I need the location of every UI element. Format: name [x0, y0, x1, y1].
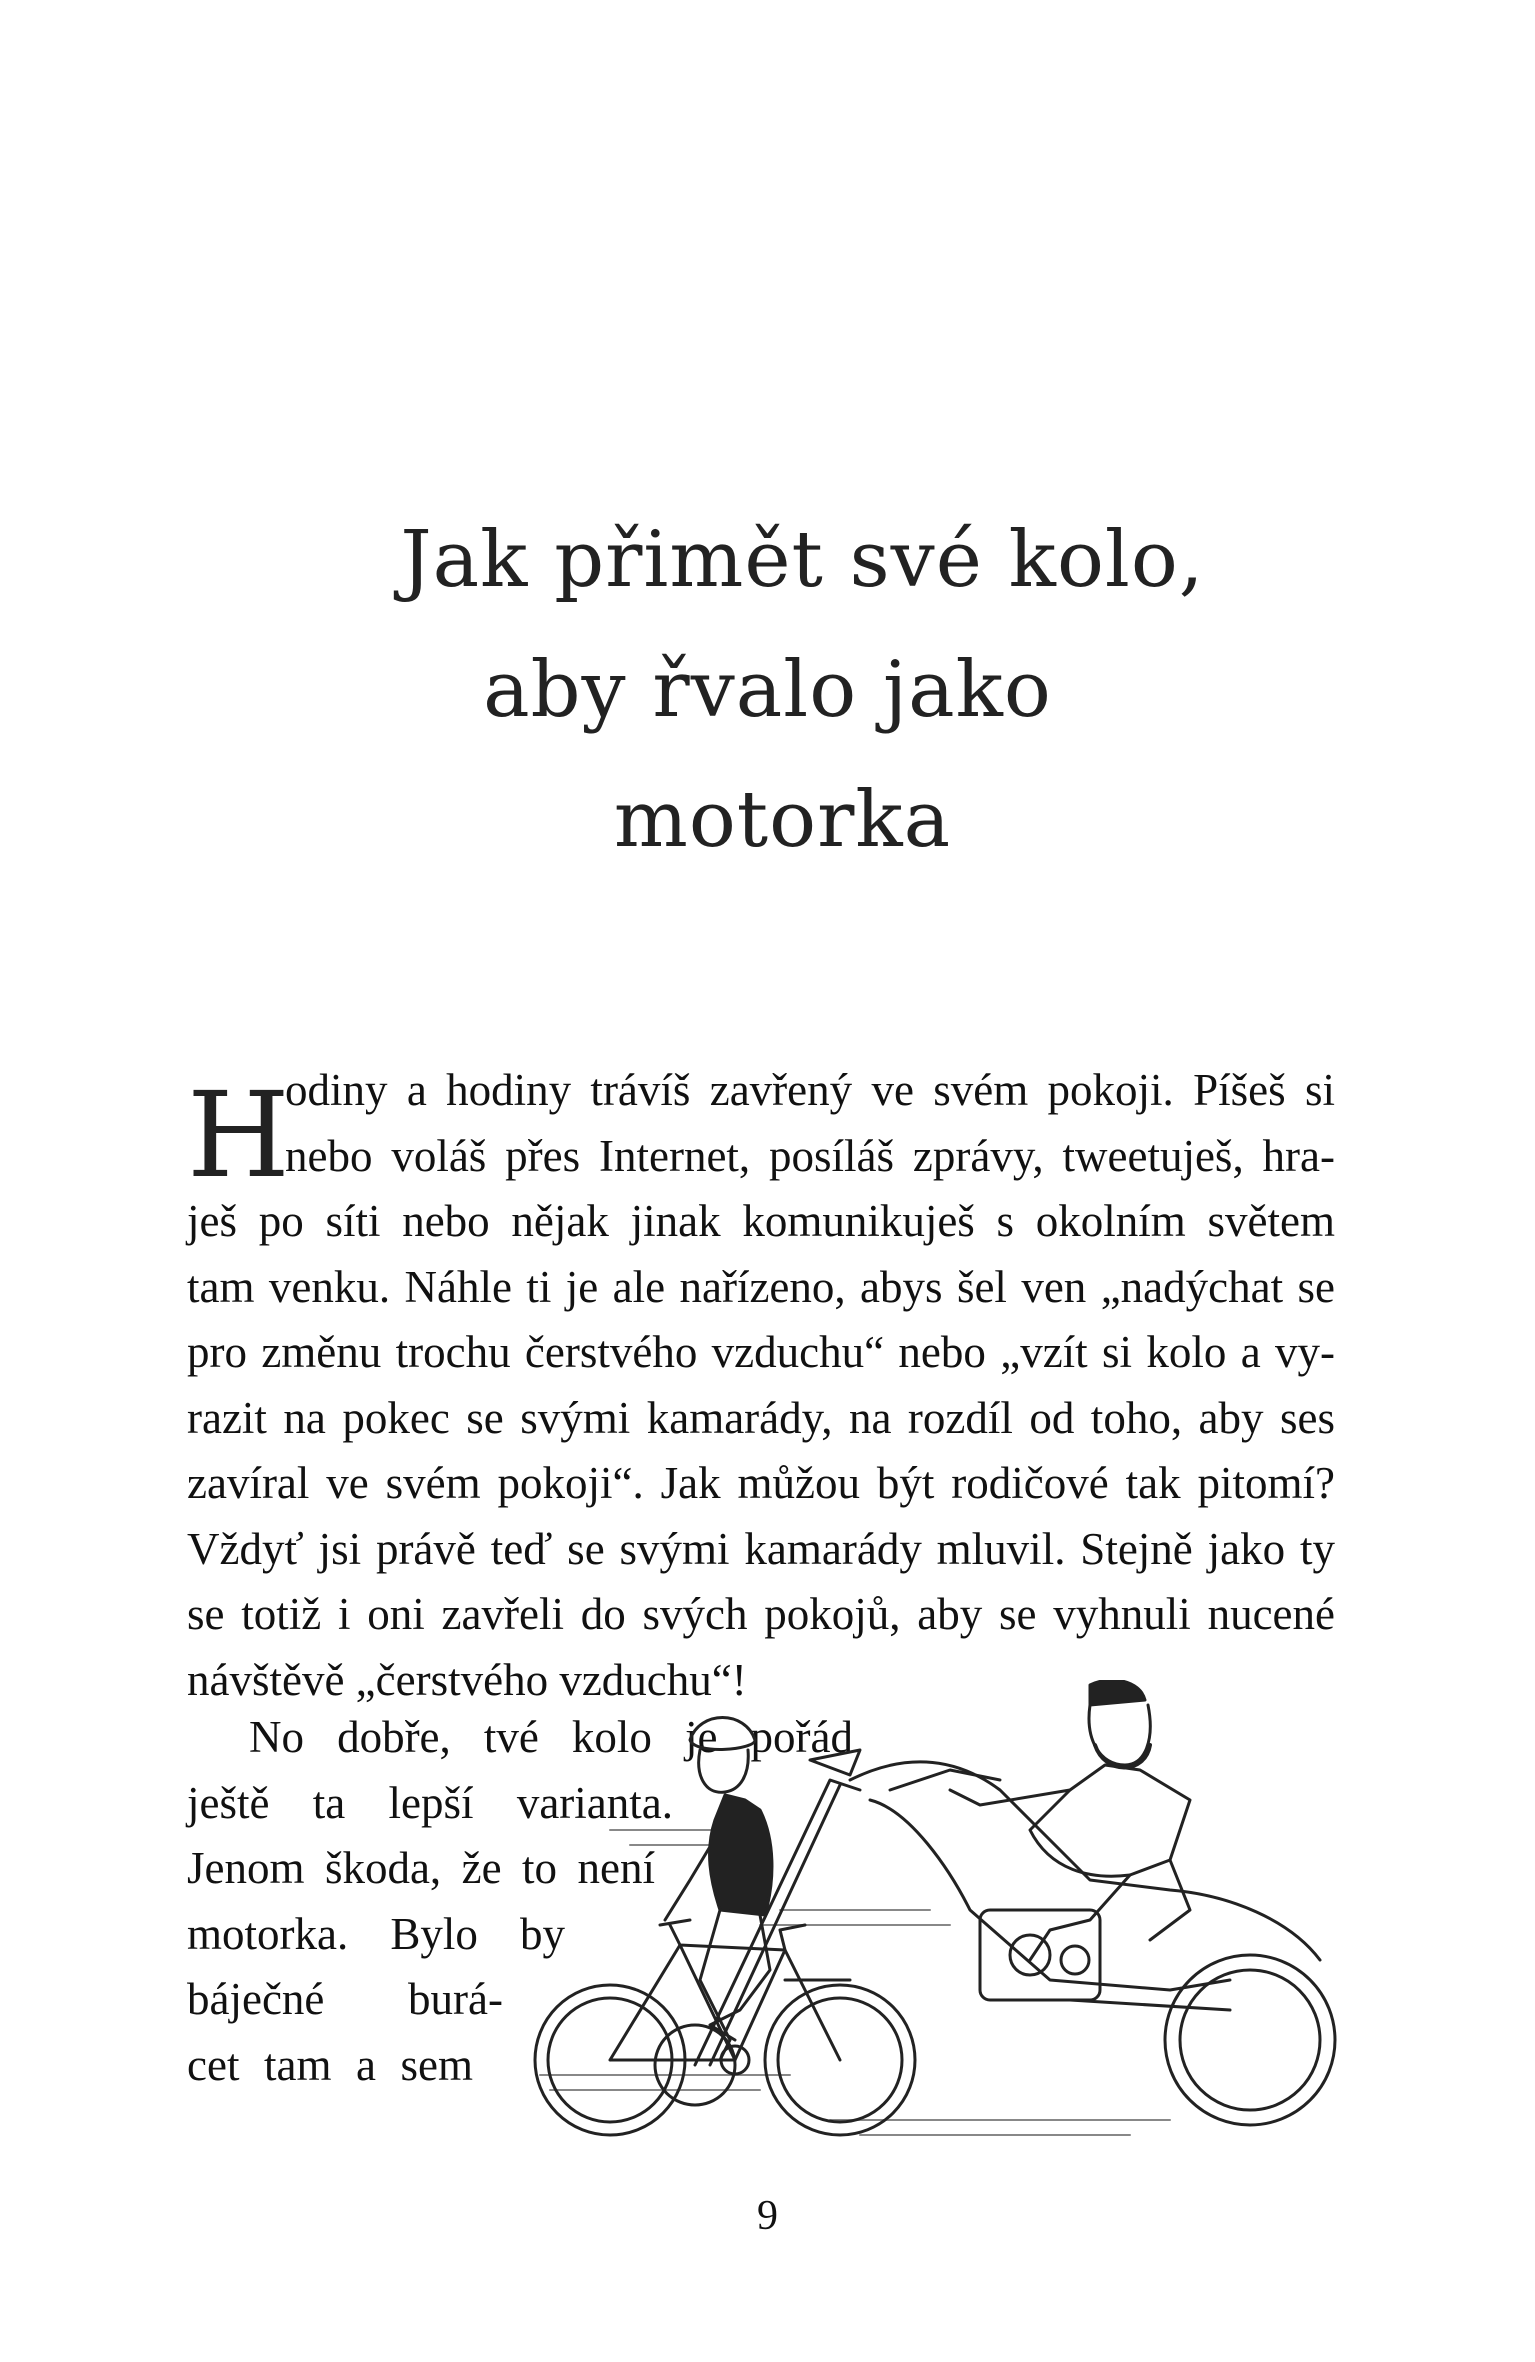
chapter-title: [0, 495, 1535, 885]
bicycle-and-motorcycle-illustration: [530, 1680, 1350, 2150]
text-line: odiny a hodiny trávíš zavřený ve svém pokoji. Píšeš si: [285, 1065, 1335, 1115]
text-line: báječné burá-: [187, 1974, 503, 2024]
text-line: cet tam a sem: [187, 2039, 473, 2090]
text-line: No dobře, tvé kolo je pořád: [249, 1712, 853, 1762]
text-line: motorka. Bylo by: [187, 1908, 565, 1959]
text-line: nebo voláš přes Internet, posíláš zprávy, tweetuješ, hra-: [285, 1130, 1335, 1181]
text-line: tam venku. Náhle ti je ale nařízeno, abys šel ven „nadýchat se: [187, 1261, 1335, 1312]
page-number: 9: [757, 2193, 778, 2239]
text-line: Jenom škoda, že to není: [187, 1843, 655, 1893]
drop-cap: H: [187, 1066, 290, 1204]
text-line: se totiž i oni zavřeli do svých pokojů, aby se vyhnuli nucené: [187, 1589, 1335, 1639]
cyclist: [665, 1718, 772, 2061]
chapter-title-line-3: motorka: [613, 775, 952, 865]
text-line: zavíral ve svém pokoji“. Jak můžou být rodičové tak pitomí?: [187, 1458, 1335, 1508]
chapter-title-line-2: aby řvalo jako: [483, 645, 1052, 735]
chapter-title-line-1: Jak přimět své kolo,: [400, 515, 1205, 605]
motorcycle-rider: [950, 1680, 1190, 1960]
text-line: pro změnu trochu čerstvého vzduchu“ nebo „vzít si kolo a vy-: [187, 1327, 1335, 1377]
text-line: razit na pokec se svými kamarády, na rozdíl od toho, aby ses: [187, 1392, 1335, 1443]
text-line: Vždyť jsi právě teď se svými kamarády mluvil. Stejně jako ty: [187, 1523, 1335, 1574]
text-line: ješ po síti nebo nějak jinak komunikuješ s okolním světem: [187, 1196, 1335, 1246]
text-line: návštěvě „čerstvého vzduchu“!: [187, 1654, 747, 1705]
body-paragraph-1: [187, 1058, 1335, 1713]
text-line: ještě ta lepší varianta.: [187, 1777, 673, 1828]
